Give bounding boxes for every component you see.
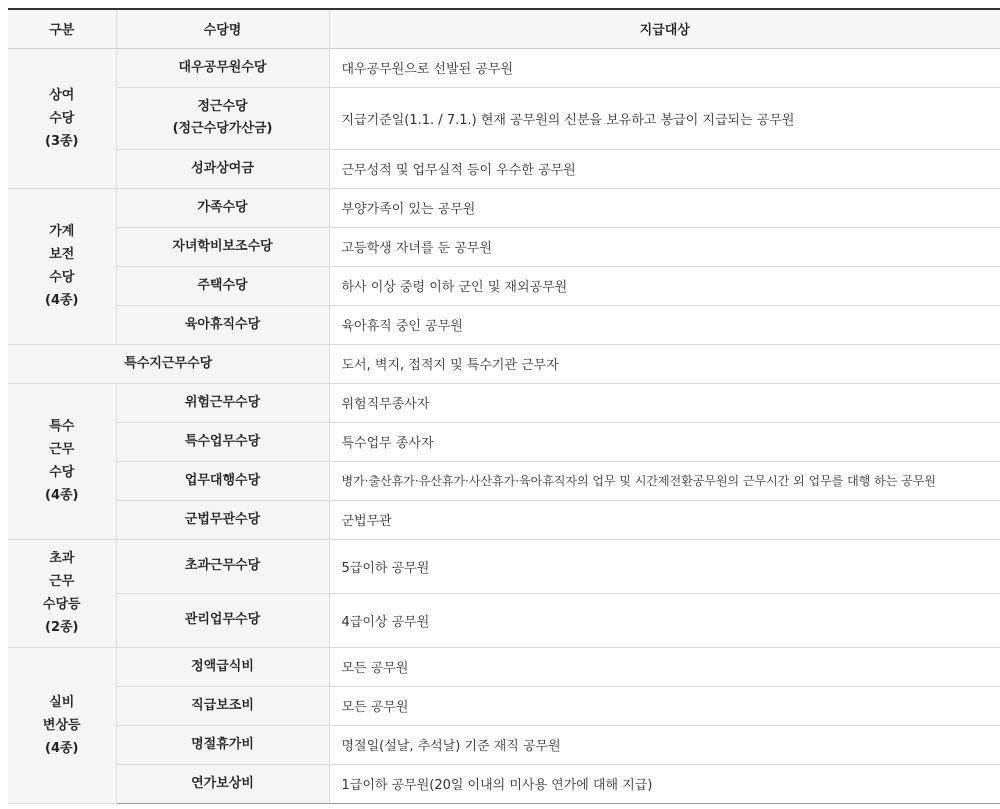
allowance-name: 정액급식비 xyxy=(116,647,329,686)
table-row xyxy=(8,266,1000,305)
eligibility-text: 4급이상 공무원 xyxy=(329,593,1000,647)
table-row xyxy=(8,500,1000,539)
table-row xyxy=(8,87,1000,149)
header-eligibility: 지급대상 xyxy=(329,9,1000,48)
table-row xyxy=(8,593,1000,647)
allowance-name: 자녀학비보조수당 xyxy=(116,227,329,266)
header-row xyxy=(8,9,1000,48)
table-row xyxy=(8,764,1000,803)
group-label-bonus: 상여 수당 (3종) xyxy=(8,48,116,188)
allowance-name: 관리업무수당 xyxy=(116,593,329,647)
eligibility-text: 도서, 벽지, 접적지 및 특수기관 근무자 xyxy=(329,344,1000,383)
table-row xyxy=(8,539,1000,593)
table-row xyxy=(8,48,1000,87)
allowance-name: 초과근무수당 xyxy=(116,539,329,593)
eligibility-text: 대우공무원으로 선발된 공무원 xyxy=(329,48,1000,87)
table-row xyxy=(8,383,1000,422)
allowance-name: 특수업무수당 xyxy=(116,422,329,461)
allowance-name: 업무대행수당 xyxy=(116,461,329,500)
table-row xyxy=(8,422,1000,461)
eligibility-text: 모든 공무원 xyxy=(329,647,1000,686)
table-row xyxy=(8,725,1000,764)
table-row xyxy=(8,305,1000,344)
allowance-name: 성과상여금 xyxy=(116,149,329,188)
allowance-name: 대우공무원수당 xyxy=(116,48,329,87)
header-category: 구분 xyxy=(8,9,116,48)
eligibility-text: 위험직무종사자 xyxy=(329,383,1000,422)
group-label-expense: 실비 변상등 (4종) xyxy=(8,647,116,803)
allowance-name: 육아휴직수당 xyxy=(116,305,329,344)
table-row xyxy=(8,686,1000,725)
table-header xyxy=(8,9,1000,48)
eligibility-text: 모든 공무원 xyxy=(329,686,1000,725)
eligibility-text: 부양가족이 있는 공무원 xyxy=(329,188,1000,227)
allowance-table xyxy=(8,8,1000,804)
allowance-name: 직급보조비 xyxy=(116,686,329,725)
allowance-name: 군법무관수당 xyxy=(116,500,329,539)
eligibility-text: 고등학생 자녀를 둔 공무원 xyxy=(329,227,1000,266)
allowance-name: 정근수당 (정근수당가산금) xyxy=(116,87,329,149)
eligibility-text: 병가·출산휴가·유산휴가·사산휴가·육아휴직자의 업무 및 시간제전환공무원의 근무시간 외 업무를 대행 하는 공무원 xyxy=(329,461,1000,500)
table-row xyxy=(8,149,1000,188)
group-label-special-duty: 특수 근무 수당 (4종) xyxy=(8,383,116,539)
group-label-household: 가계 보전 수당 (4종) xyxy=(8,188,116,344)
eligibility-text: 1급이하 공무원(20일 이내의 미사용 연가에 대해 지급) xyxy=(329,764,1000,803)
eligibility-text: 군법무관 xyxy=(329,500,1000,539)
eligibility-text: 지급기준일(1.1. / 7.1.) 현재 공무원의 신분을 보유하고 봉급이 지급되는 공무원 xyxy=(329,87,1000,149)
header-allowance-name: 수당명 xyxy=(116,9,329,48)
allowance-name: 연가보상비 xyxy=(116,764,329,803)
allowance-name: 가족수당 xyxy=(116,188,329,227)
table-row xyxy=(8,227,1000,266)
table-row xyxy=(8,344,1000,383)
allowance-name: 명절휴가비 xyxy=(116,725,329,764)
eligibility-text: 특수업무 종사자 xyxy=(329,422,1000,461)
table-row xyxy=(8,647,1000,686)
table-row xyxy=(8,461,1000,500)
eligibility-text: 하사 이상 중령 이하 군인 및 재외공무원 xyxy=(329,266,1000,305)
eligibility-text: 5급이하 공무원 xyxy=(329,539,1000,593)
eligibility-text: 근무성적 및 업무실적 등이 우수한 공무원 xyxy=(329,149,1000,188)
eligibility-text: 명절일(설날, 추석날) 기준 재직 공무원 xyxy=(329,725,1000,764)
group-label-overtime: 초과 근무 수당등 (2종) xyxy=(8,539,116,647)
table-row xyxy=(8,188,1000,227)
allowance-name: 주택수당 xyxy=(116,266,329,305)
eligibility-text: 육아휴직 중인 공무원 xyxy=(329,305,1000,344)
allowance-name-standalone: 특수지근무수당 xyxy=(8,344,329,383)
allowance-name: 위험근무수당 xyxy=(116,383,329,422)
table-body xyxy=(8,48,1000,803)
